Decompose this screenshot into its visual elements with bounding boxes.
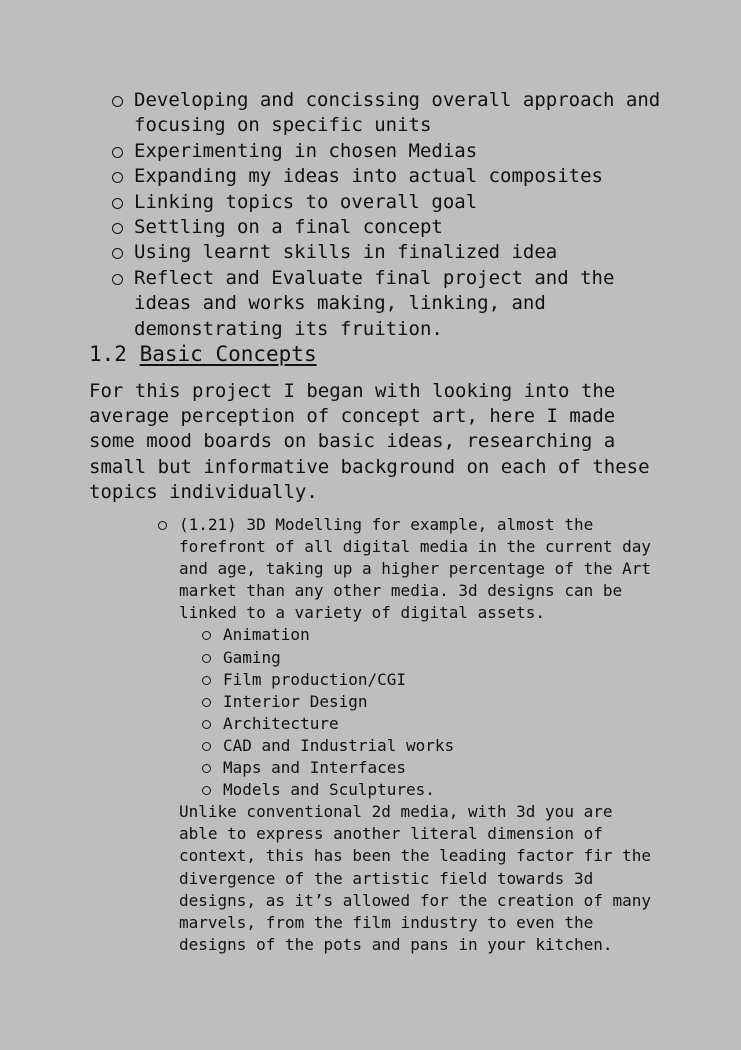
hollow-bullet-icon — [112, 223, 123, 234]
list-item: Film production/CGI — [223, 669, 659, 691]
hollow-bullet-icon — [202, 764, 211, 773]
list-item: Interior Design — [223, 691, 659, 713]
hollow-bullet-icon — [112, 248, 123, 259]
list-item: Maps and Interfaces — [223, 757, 659, 779]
hollow-bullet-icon — [158, 521, 167, 530]
section-number: 1.2 — [89, 342, 127, 366]
modelling-list — [179, 514, 659, 956]
hollow-bullet-icon — [112, 172, 123, 183]
hollow-bullet-icon — [112, 274, 123, 285]
list-item: Gaming — [223, 647, 659, 669]
list-item: Developing and concissing overall approach and focusing on specific units — [134, 88, 674, 139]
assets-list — [223, 624, 659, 801]
list-item: Linking topics to overall goal — [134, 190, 674, 215]
list-item — [179, 514, 659, 956]
hollow-bullet-icon — [202, 631, 211, 640]
hollow-bullet-icon — [202, 676, 211, 685]
hollow-bullet-icon — [202, 698, 211, 707]
list-item: Animation — [223, 624, 659, 646]
list-item: Experimenting in chosen Medias — [134, 139, 674, 164]
hollow-bullet-icon — [202, 654, 211, 663]
hollow-bullet-icon — [112, 96, 123, 107]
list-item: Expanding my ideas into actual composites — [134, 164, 674, 189]
hollow-bullet-icon — [112, 198, 123, 209]
hollow-bullet-icon — [202, 742, 211, 751]
section-title: Basic Concepts — [139, 342, 317, 366]
closing-paragraph: Unlike conventional 2d media, with 3d you are able to express another literal dimension of context, this has been the leading factor fir the divergence of the artistic field towards 3d designs, as it’s allowed for the creation of many marvels, from the film industry to even the designs of the pots and pans in your kitchen. — [179, 802, 652, 954]
list-item: Using learnt skills in finalized idea — [134, 240, 674, 265]
intro-paragraph: For this project I began with looking into the average perception of concept art, here I made some mood boards on basic ideas, researching a small but informative background on each of these topics individually. — [89, 380, 650, 503]
list-item: Settling on a final concept — [134, 215, 674, 240]
hollow-bullet-icon — [202, 720, 211, 729]
list-item: CAD and Industrial works — [223, 735, 659, 757]
hollow-bullet-icon — [112, 147, 123, 158]
list-item: Models and Sculptures. — [223, 779, 659, 801]
objectives-list — [134, 88, 674, 342]
section-heading — [89, 340, 317, 368]
list-item: Architecture — [223, 713, 659, 735]
list-item: Reflect and Evaluate final project and the ideas and works making, linking, and demonstrating its fruition. — [134, 266, 674, 342]
modelling-text: (1.21) 3D Modelling for example, almost the forefront of all digital media in the current day and age, taking up a higher percentage of the Art market than any other media. 3d designs can be linked to a variety of digital assets. — [179, 515, 652, 623]
hollow-bullet-icon — [202, 786, 211, 795]
